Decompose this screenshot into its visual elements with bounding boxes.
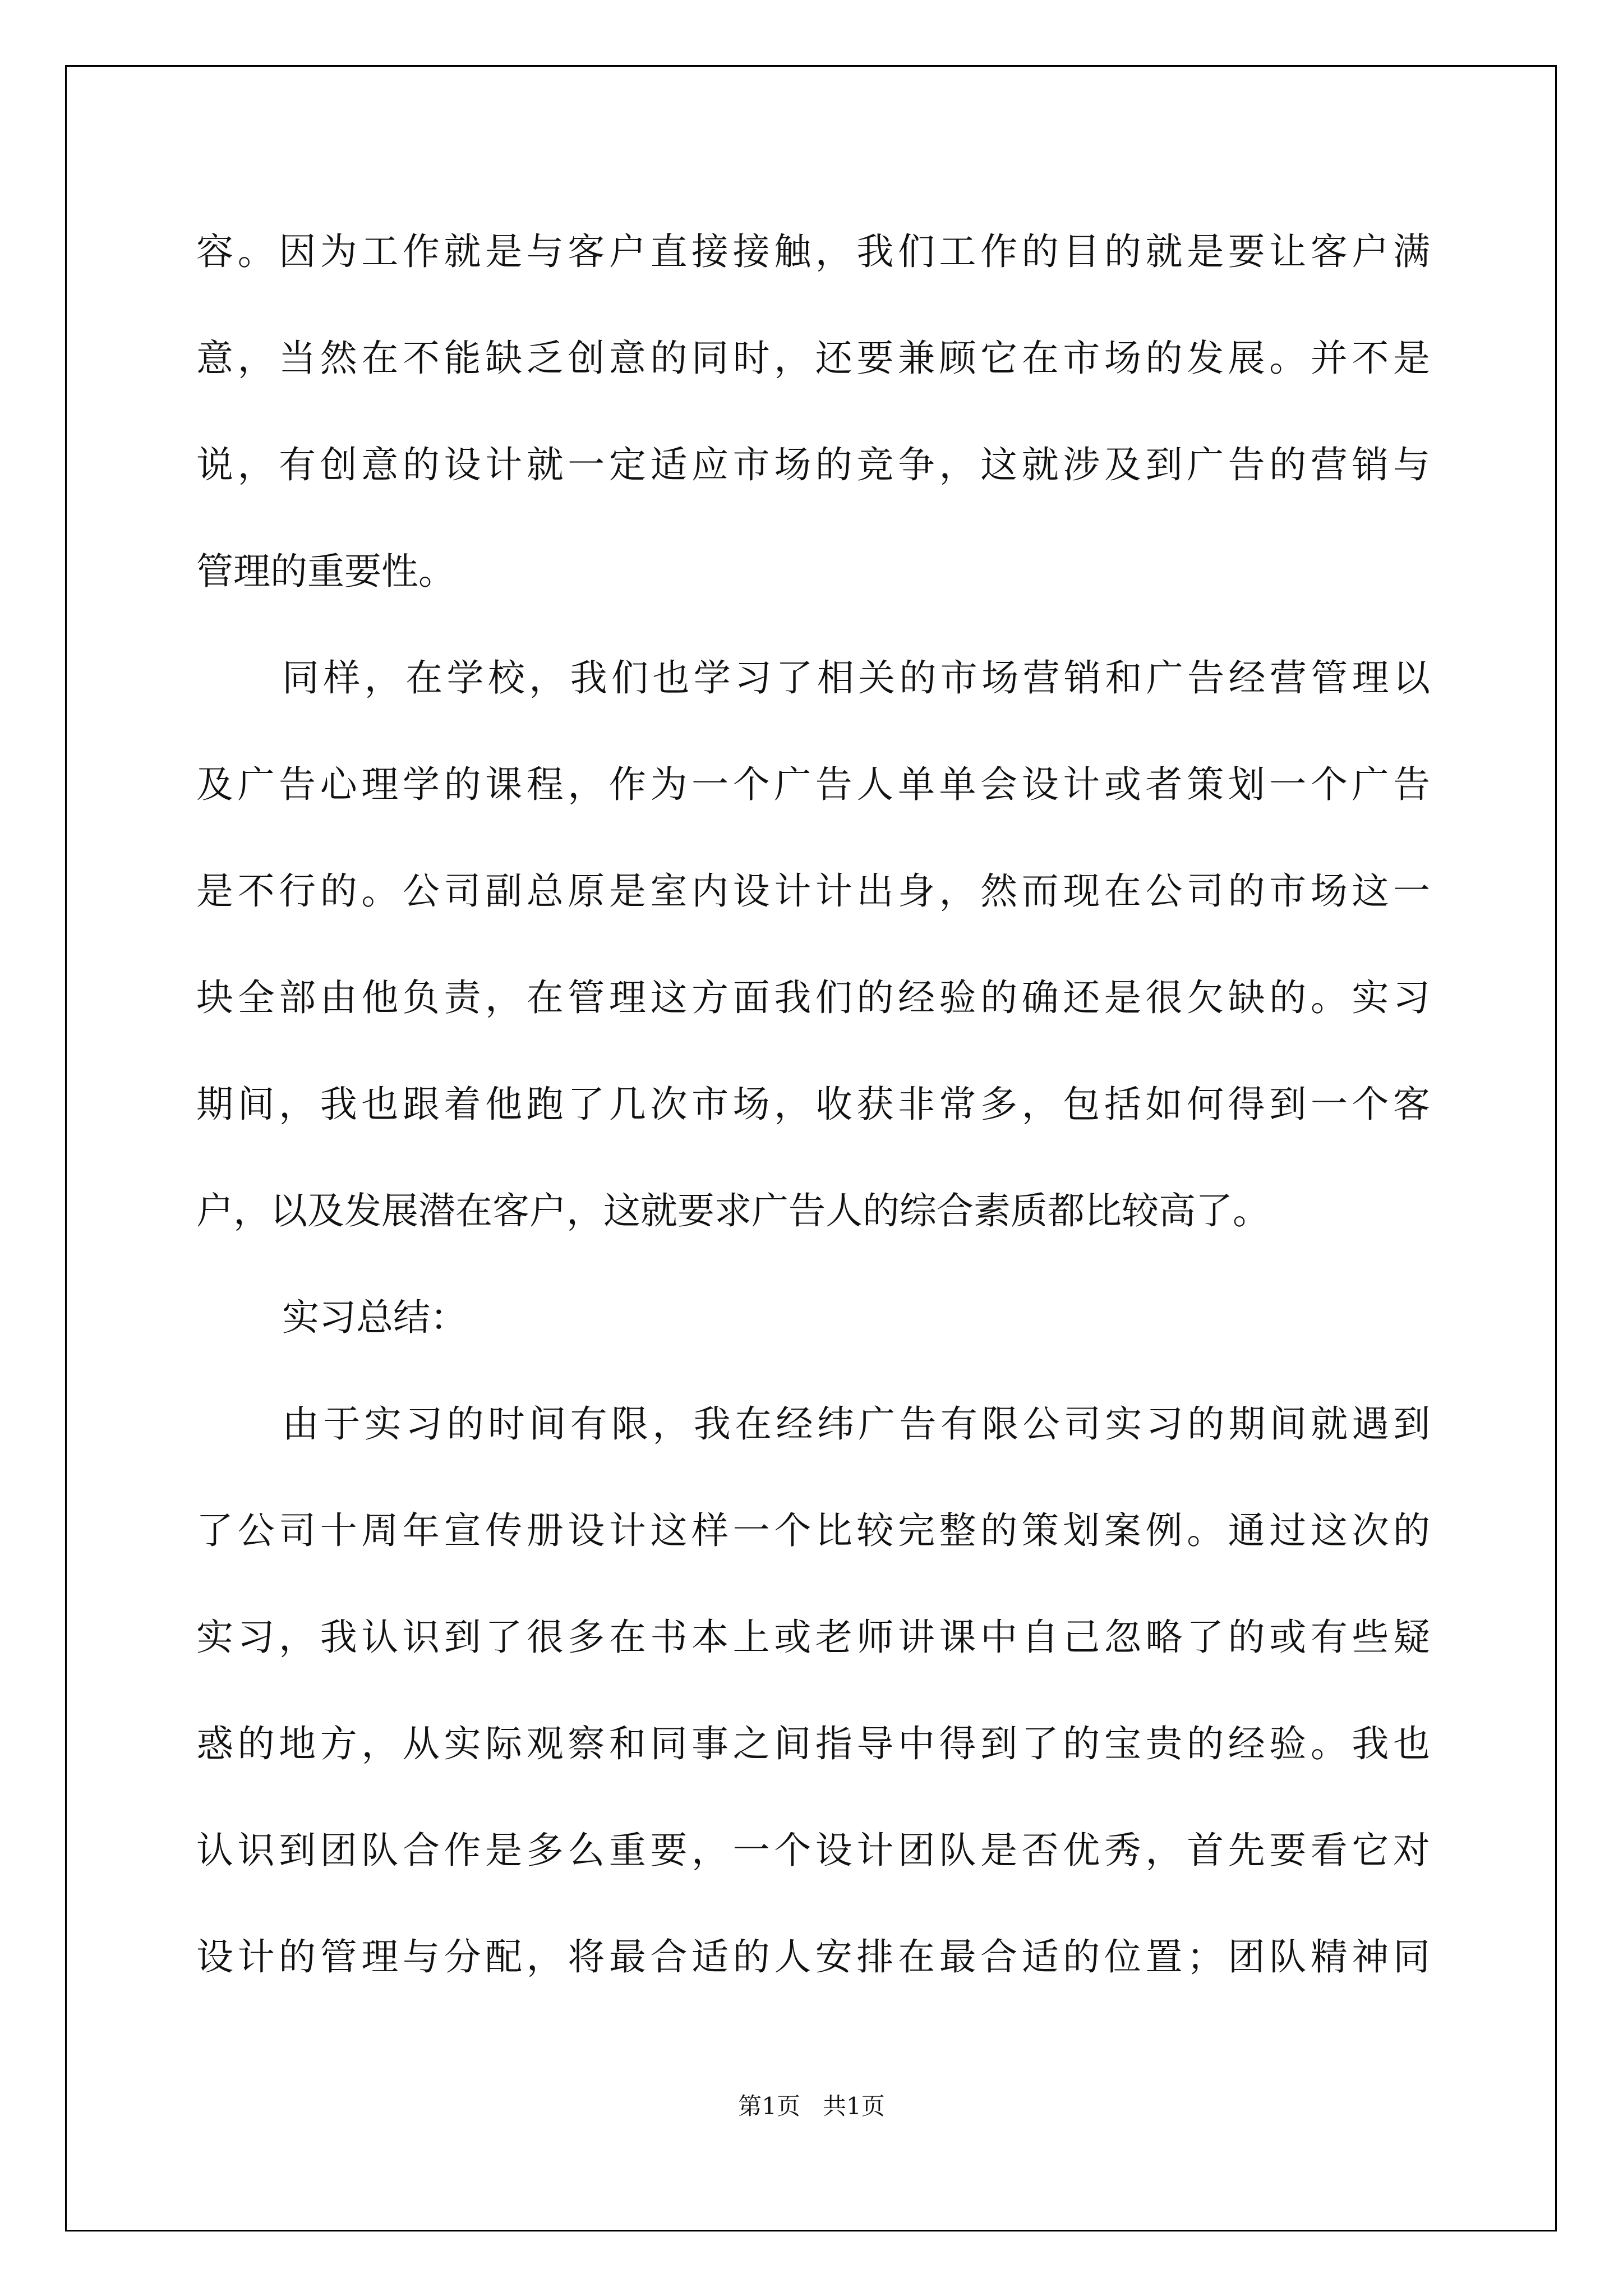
page-total: 共1页 <box>823 2092 885 2120</box>
text-line: 期间，我也跟着他跑了几次市场，收获非常多，包括如何得到一个客 <box>196 1083 1430 1126</box>
text-line: 容。因为工作就是与客户直接接触，我们工作的目的就是要让客户满 <box>196 230 1430 273</box>
text-line: 说，有创意的设计就一定适应市场的竞争，这就涉及到广告的营销与 <box>196 443 1430 486</box>
text-line: 了公司十周年宣传册设计这样一个比较完整的策划案例。通过这次的 <box>196 1509 1430 1552</box>
section-heading: 实习总结： <box>282 1296 467 1339</box>
page-number: 第1页 <box>738 2092 800 2120</box>
page-footer <box>0 2090 1623 2123</box>
text-line: 惑的地方，从实际观察和同事之间指导中得到了的宝贵的经验。我也 <box>196 1722 1430 1765</box>
page-border <box>65 65 1557 2231</box>
text-line: 意，当然在不能缺乏创意的同时，还要兼顾它在市场的发展。并不是 <box>196 337 1430 380</box>
text-line: 实习，我认识到了很多在书本上或老师讲课中自己忽略了的或有些疑 <box>196 1616 1430 1659</box>
text-line: 户，以及发展潜在客户，这就要求广告人的综合素质都比较高了。 <box>196 1189 1270 1232</box>
text-line: 及广告心理学的课程，作为一个广告人单单会设计或者策划一个广告 <box>196 763 1430 806</box>
text-line: 由于实习的时间有限，我在经纬广告有限公司实习的期间就遇到 <box>282 1402 1430 1446</box>
text-line: 设计的管理与分配，将最合适的人安排在最合适的位置；团队精神同 <box>196 1935 1430 1978</box>
text-line: 认识到团队合作是多么重要，一个设计团队是否优秀，首先要看它对 <box>196 1829 1430 1872</box>
text-line: 块全部由他负责，在管理这方面我们的经验的确还是很欠缺的。实习 <box>196 976 1430 1019</box>
text-line: 管理的重要性。 <box>196 550 455 593</box>
text-line: 同样，在学校，我们也学习了相关的市场营销和广告经营管理以 <box>282 656 1430 700</box>
text-line: 是不行的。公司副总原是室内设计计出身，然而现在公司的市场这一 <box>196 869 1430 913</box>
